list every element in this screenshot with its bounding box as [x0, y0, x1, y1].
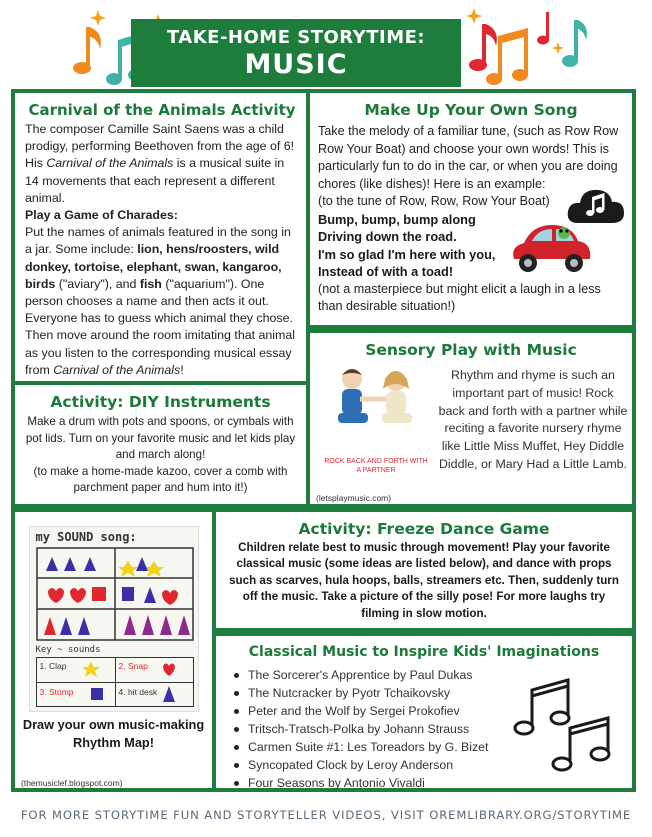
song-note: (not a masterpiece but might elicit a laugh in a less than desirable situation!)	[318, 281, 601, 313]
freeze-title: Activity: Freeze Dance Game	[298, 520, 550, 538]
song-tune: (to the tune of Row, Row, Row Your Boat)	[318, 194, 550, 208]
charades-aviary: ("aviary"), and	[55, 276, 140, 291]
charades-end: !	[180, 362, 184, 377]
key-snap: 2. Snap	[118, 661, 148, 671]
list-item: Peter and the Wolf by Sergei Prokofiev	[226, 702, 622, 720]
freeze-text: Children relate best to music through movement! Play your favorite classical music (some ideas are listed below), and dance with props such as scarves, hula hoops, balls, streamers etc. Then, suddenly turn off the music. Take a picture of the silly pose! For more laughs try filming in slow motion.	[229, 541, 619, 620]
header-title-line1: TAKE-HOME STORYTIME:	[166, 27, 426, 48]
kids-rocking-illustration	[324, 365, 428, 455]
song-lyric-2: Driving down the road.	[318, 229, 457, 244]
song-lyric-3: I'm so glad I'm here with you,	[318, 246, 496, 262]
charades-subhead: Play a Game of Charades:	[25, 208, 178, 223]
rhythm-grid-drawing	[36, 547, 194, 641]
charades-text: Put the names of animals featured in the song in a jar. Some include:	[25, 225, 291, 257]
car-with-frog-icon	[506, 217, 596, 279]
page-header	[131, 19, 461, 87]
song-text: Take the melody of a familiar tune, (such as Row Row Row Your Boat) and choose your own words! This is particularly fun to do in the car, or when you are doing chores (like dishes)! Here is an example:	[318, 124, 619, 191]
charades-fish: fish	[139, 276, 162, 291]
rhythm-map-image	[29, 526, 199, 712]
key-shapes-drawing	[37, 658, 193, 706]
diy-title: Activity: DIY Instruments	[50, 393, 271, 411]
make-up-song-box	[306, 89, 636, 329]
rhythm-map-box	[11, 508, 216, 792]
list-item: Syncopated Clock by Leroy Anderson	[226, 756, 622, 774]
list-item: The Sorcerer's Apprentice by Paul Dukas	[226, 666, 622, 684]
song-lyric-4: Instead of with a toad!	[318, 264, 454, 279]
list-item: The Nutcracker by Pyotr Tchaikovsky	[226, 684, 622, 702]
sensory-play-box	[306, 329, 636, 508]
charades-suite-title: Carnival of the Animals	[53, 362, 181, 377]
key-clap: 1. Clap	[39, 661, 67, 671]
rhythm-map-image-title: my SOUND song:	[35, 530, 137, 544]
carnival-activity-box	[11, 89, 310, 385]
rhythm-credit: (themusiclef.blogspot.com)	[21, 778, 123, 788]
song-title: Make Up Your Own Song	[364, 101, 578, 119]
key-stomp: 3. Stomp	[39, 687, 74, 697]
carnival-title: Carnival of the Animals Activity	[28, 101, 296, 119]
music-notes-outline-icon	[512, 676, 622, 776]
charades-instructions	[25, 224, 299, 379]
diy-instruments-box	[11, 381, 310, 508]
diy-text: Make a drum with pots and spoons, or cymbals with pot lids. Turn on your favorite music and let kids play and march along!	[25, 415, 296, 461]
charades-animals: lion, hens/roosters, wild donkey, tortoise, elephant, swan, kangaroo, birds	[25, 242, 282, 291]
carnival-intro	[25, 121, 299, 207]
carnival-intro-text-end: is a musical suite in 14 movements that each represent a different animal.	[25, 156, 285, 205]
key-hit-desk: 4. hit desk	[118, 687, 158, 697]
list-item: Four Seasons by Antonio Vivaldi	[226, 774, 622, 792]
carnival-intro-title: Carnival of the Animals	[46, 156, 174, 171]
sensory-text: Rhythm and rhyme is such an important part of music! Rock back and forth with a partner while reciting a favorite nursery rhyme like Little Miss Muffet, Hey Diddle Diddle, or Mary Had a Little Lamb.	[438, 368, 628, 471]
rhythm-map-caption: Draw your own music-making Rhythm Map!	[22, 717, 205, 750]
rhythm-key-grid	[36, 657, 194, 707]
song-lyric-1: Bump, bump, bump along	[318, 211, 476, 227]
freeze-dance-box	[212, 508, 636, 632]
sensory-title: Sensory Play with Music	[365, 341, 577, 359]
kids-rocking-caption: ROCK BACK AND FORTH WITH A PARTNER	[324, 458, 428, 474]
carnival-intro-text: The composer Camille Saint Saens was a child prodigy, performing Beethoven from the age of 6! His	[25, 122, 295, 171]
footer-banner: FOR MORE STORYTIME FUN AND STORYTELLER VIDEOS, VISIT OREMLIBRARY.ORG/STORYTIME	[20, 808, 632, 822]
header-title-line2: MUSIC	[244, 49, 348, 80]
charades-text-cont: ("aquarium"). One person chooses a name and then acts it out. Everyone has to guess which animal they chose. Then move around the room imitating that animal as you listen to the corresponding musical essay from	[25, 276, 295, 377]
list-item: Carmen Suite #1: Les Toreadors by G. Bizet	[226, 738, 622, 756]
classical-music-box	[212, 632, 636, 792]
sensory-credit: (letsplaymusic.com)	[316, 493, 392, 503]
classical-title: Classical Music to Inspire Kids' Imaginations	[248, 644, 600, 660]
diy-kazoo: (to make a home-made kazoo, cover a comb with parchment paper and hum into it!)	[33, 464, 288, 494]
list-item: Tritsch-Tratsch-Polka by Johann Strauss	[226, 720, 622, 738]
rhythm-key-title: Key ~ sounds	[35, 645, 101, 655]
header-music-notes-right-icon	[446, 2, 596, 94]
